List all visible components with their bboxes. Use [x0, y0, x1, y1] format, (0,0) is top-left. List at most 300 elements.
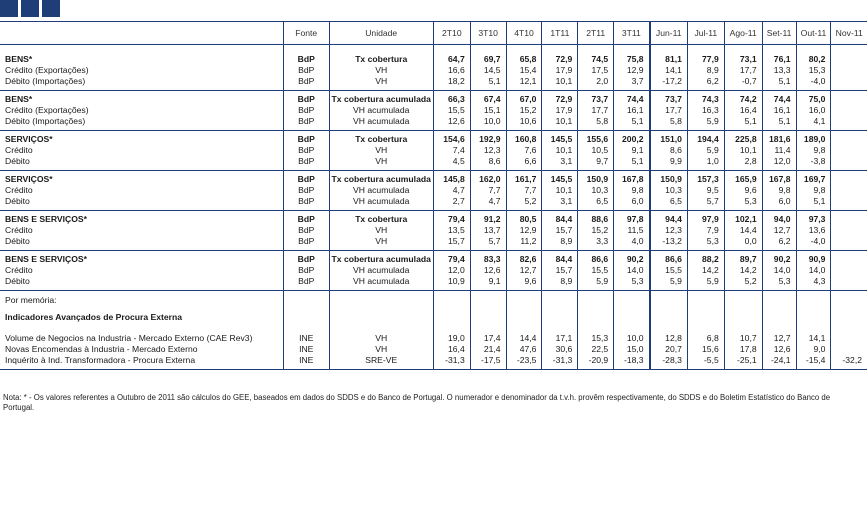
row-value: 9,8	[762, 185, 796, 196]
memo-title: Por memória:	[5, 295, 57, 305]
row-value: 21,4	[470, 344, 506, 355]
row-value: 2,8	[724, 156, 762, 171]
row-value	[831, 91, 867, 106]
row-value: 200,2	[614, 131, 650, 146]
row-value: 5,1	[470, 76, 506, 91]
row-value: 5,1	[762, 76, 796, 91]
row-value: -17,2	[650, 76, 688, 91]
row-value: 16,1	[762, 105, 796, 116]
row-value: 10,1	[542, 185, 578, 196]
row-value: 13,3	[762, 65, 796, 76]
row-value: 15,4	[506, 65, 542, 76]
row-value: 80,2	[796, 51, 831, 65]
row-fonte: BdP	[283, 236, 329, 251]
row-value: 79,4	[433, 211, 470, 226]
row-value: 73,7	[650, 91, 688, 106]
row-value	[831, 51, 867, 65]
row-value: -4,0	[796, 236, 831, 251]
row-value: 5,1	[796, 196, 831, 211]
row-fonte: BdP	[283, 105, 329, 116]
row-value: -4,0	[796, 76, 831, 91]
row-value: -28,3	[650, 355, 688, 370]
row-value: 8,9	[687, 65, 724, 76]
row-value: 9,6	[506, 276, 542, 291]
row-value: 1,0	[687, 156, 724, 171]
indicators-table	[0, 21, 867, 370]
row-value: 94,0	[762, 211, 796, 226]
row-fonte: BdP	[283, 265, 329, 276]
memo-empty-cell	[614, 291, 650, 308]
memo-empty-cell	[831, 291, 867, 308]
row-value: 12,6	[470, 265, 506, 276]
row-value: 9,8	[796, 145, 831, 156]
row-label: BENS*	[5, 94, 33, 104]
row-value: 90,2	[614, 251, 650, 266]
row-value: 79,4	[433, 251, 470, 266]
row-fonte: BdP	[283, 251, 329, 266]
row-unidade: Tx cobertura	[329, 51, 433, 65]
row-value: 6,8	[687, 333, 724, 344]
row-value: -23,5	[506, 355, 542, 370]
row-value: 14,2	[724, 265, 762, 276]
table-row	[0, 156, 867, 171]
row-unidade: VH acumulada	[329, 265, 433, 276]
row-value: 5,2	[506, 196, 542, 211]
row-value: 14,1	[796, 333, 831, 344]
row-label: Débito	[0, 276, 283, 291]
row-unidade: VH	[329, 145, 433, 156]
row-label: SERVIÇOS*	[5, 134, 53, 144]
row-value: 16,1	[614, 105, 650, 116]
row-value: 4,3	[796, 276, 831, 291]
row-value: 13,6	[796, 225, 831, 236]
row-value: 12,3	[470, 145, 506, 156]
row-value: 169,7	[796, 171, 831, 186]
row-value: 10,1	[724, 145, 762, 156]
memo-empty-cell	[470, 307, 506, 327]
row-value	[831, 265, 867, 276]
row-value: 74,4	[614, 91, 650, 106]
row-value: 13,5	[433, 225, 470, 236]
table-row	[0, 171, 867, 186]
row-value: 15,5	[650, 265, 688, 276]
row-value: 4,7	[470, 196, 506, 211]
row-value: 5,7	[470, 236, 506, 251]
row-value: -31,3	[542, 355, 578, 370]
row-unidade: VH acumulada	[329, 276, 433, 291]
row-value: 6,2	[762, 236, 796, 251]
header-period: Nov-11	[831, 22, 867, 45]
row-value: -5,5	[687, 355, 724, 370]
row-value: -0,7	[724, 76, 762, 91]
row-value: 14,4	[724, 225, 762, 236]
header-row	[0, 22, 867, 45]
table-row	[0, 76, 867, 91]
row-value: 17,7	[724, 65, 762, 76]
row-value: 22,5	[578, 344, 614, 355]
row-value: 102,1	[724, 211, 762, 226]
row-label: Débito (Importações)	[0, 76, 283, 91]
row-value: 14,1	[650, 65, 688, 76]
row-value: 10,9	[433, 276, 470, 291]
table-row	[0, 145, 867, 156]
row-value: 19,0	[433, 333, 470, 344]
header-period: Out-11	[796, 22, 831, 45]
table-row	[0, 355, 867, 370]
row-value: 9,0	[796, 344, 831, 355]
row-value: 154,6	[433, 131, 470, 146]
row-value: 9,1	[470, 276, 506, 291]
row-value: 14,4	[506, 333, 542, 344]
row-value: 150,9	[650, 171, 688, 186]
row-value: 80,5	[506, 211, 542, 226]
row-value: 145,8	[433, 171, 470, 186]
memo-empty-cell	[650, 307, 688, 327]
row-value: 65,8	[506, 51, 542, 65]
row-value: 17,8	[724, 344, 762, 355]
row-value: 15,3	[796, 65, 831, 76]
row-value	[831, 344, 867, 355]
row-label: Débito	[0, 196, 283, 211]
row-value: 6,2	[687, 76, 724, 91]
table-row	[0, 333, 867, 344]
row-value: 5,3	[762, 276, 796, 291]
header-fonte: Fonte	[283, 22, 329, 45]
header-period: 3T10	[470, 22, 506, 45]
row-value: 12,6	[433, 116, 470, 131]
row-value: -32,2	[831, 355, 867, 370]
row-unidade: Tx cobertura	[329, 211, 433, 226]
row-value: 145,5	[542, 131, 578, 146]
row-value: 73,1	[724, 51, 762, 65]
row-value	[831, 276, 867, 291]
row-value	[831, 225, 867, 236]
row-value: 2,0	[578, 76, 614, 91]
row-value: 97,3	[796, 211, 831, 226]
table-row	[0, 265, 867, 276]
row-value: 67,0	[506, 91, 542, 106]
row-value: 74,4	[762, 91, 796, 106]
row-value: -25,1	[724, 355, 762, 370]
row-label: BENS*	[5, 54, 33, 64]
row-value	[831, 65, 867, 76]
row-label: Crédito	[5, 265, 33, 275]
table-row	[0, 196, 867, 211]
row-value: 16,0	[796, 105, 831, 116]
row-unidade: Tx cobertura acumulada	[329, 251, 433, 266]
row-value: 12,7	[762, 225, 796, 236]
row-value: 8,9	[542, 276, 578, 291]
row-value: 5,7	[687, 196, 724, 211]
row-label: BENS E SERVIÇOS*	[5, 214, 87, 224]
row-value: 12,9	[614, 65, 650, 76]
row-value: 67,4	[470, 91, 506, 106]
row-value: 3,1	[542, 196, 578, 211]
row-unidade: VH acumulada	[329, 105, 433, 116]
row-value: 69,7	[470, 51, 506, 65]
row-value: 5,9	[578, 276, 614, 291]
table-row	[0, 116, 867, 131]
row-value	[831, 185, 867, 196]
row-value: 161,7	[506, 171, 542, 186]
row-fonte: BdP	[283, 276, 329, 291]
header-unidade: Unidade	[329, 22, 433, 45]
row-value: 6,5	[650, 196, 688, 211]
memo-empty-cell	[542, 307, 578, 327]
row-label: Débito (Importações)	[0, 116, 283, 131]
table-row	[0, 236, 867, 251]
table-row	[0, 225, 867, 236]
row-value: 10,6	[506, 116, 542, 131]
row-value: 165,9	[724, 171, 762, 186]
row-fonte: BdP	[283, 156, 329, 171]
row-value: 12,9	[506, 225, 542, 236]
row-value: 155,6	[578, 131, 614, 146]
row-fonte: INE	[283, 344, 329, 355]
row-label: Crédito	[5, 145, 33, 155]
row-value: 5,1	[762, 116, 796, 131]
memo-empty-cell	[650, 291, 688, 308]
row-value: 0,0	[724, 236, 762, 251]
top-bar	[0, 0, 60, 18]
row-value: 8,6	[650, 145, 688, 156]
row-unidade: Tx cobertura acumulada	[329, 91, 433, 106]
row-value: 12,3	[650, 225, 688, 236]
row-value: 11,5	[614, 225, 650, 236]
table-row	[0, 91, 867, 106]
row-value: 160,8	[506, 131, 542, 146]
row-value	[831, 333, 867, 344]
row-value: 10,0	[614, 333, 650, 344]
row-value: 145,5	[542, 171, 578, 186]
memo-empty-cell	[283, 307, 329, 327]
row-unidade: SRE-VE	[329, 355, 433, 370]
row-value	[831, 105, 867, 116]
row-value: -18,3	[614, 355, 650, 370]
table-row	[0, 211, 867, 226]
row-value: 14,5	[470, 65, 506, 76]
row-value: 9,6	[724, 185, 762, 196]
row-value: 17,7	[578, 105, 614, 116]
row-value: 17,7	[650, 105, 688, 116]
row-value: 15,0	[614, 344, 650, 355]
memo-empty-cell	[578, 291, 614, 308]
header-period: Set-11	[762, 22, 796, 45]
row-label: Novas Encomendas à Industria - Mercado Externo	[5, 344, 198, 354]
row-fonte: BdP	[283, 65, 329, 76]
memo-empty-cell	[470, 291, 506, 308]
row-unidade: Tx cobertura	[329, 131, 433, 146]
row-value: 90,9	[796, 251, 831, 266]
header-period: 1T11	[542, 22, 578, 45]
row-value: 12,7	[762, 333, 796, 344]
row-value: 84,4	[542, 211, 578, 226]
row-value: 9,9	[650, 156, 688, 171]
row-value: 162,0	[470, 171, 506, 186]
row-fonte: BdP	[283, 76, 329, 91]
row-value: 5,1	[614, 156, 650, 171]
row-value: 181,6	[762, 131, 796, 146]
row-value: 16,4	[433, 344, 470, 355]
row-value	[831, 236, 867, 251]
row-unidade: VH	[329, 344, 433, 355]
row-value: 157,3	[687, 171, 724, 186]
memo-empty-cell	[433, 291, 470, 308]
row-value: -31,3	[433, 355, 470, 370]
table-row	[0, 105, 867, 116]
memo-title-row	[0, 291, 867, 308]
row-value	[831, 211, 867, 226]
memo-empty-cell	[506, 307, 542, 327]
row-value: 192,9	[470, 131, 506, 146]
row-label: Débito	[0, 156, 283, 171]
memo-empty-cell	[831, 307, 867, 327]
row-value: 17,9	[542, 105, 578, 116]
memo-empty-cell	[433, 307, 470, 327]
row-value: 5,1	[614, 116, 650, 131]
row-value: 6,5	[578, 196, 614, 211]
row-value: 7,9	[687, 225, 724, 236]
memo-empty-cell	[329, 307, 433, 327]
memo-subtitle-row	[0, 307, 867, 327]
memo-empty-cell	[762, 291, 796, 308]
row-value: 88,2	[687, 251, 724, 266]
row-unidade: VH acumulada	[329, 116, 433, 131]
row-value: 9,8	[796, 185, 831, 196]
row-value: 88,6	[578, 211, 614, 226]
row-value: 9,1	[614, 145, 650, 156]
row-value: 4,0	[614, 236, 650, 251]
row-value: 86,6	[578, 251, 614, 266]
table-row	[0, 131, 867, 146]
footnote: Nota: * - Os valores referentes a Outubro de 2011 são cálculos do GEE, baseados em dados do SDDS e do Banco de Portugal. O numerador e denominador da t.v.h. provêm respectivamente, do SDDS e do Boletim Estatístico do Banco de Portugal.	[3, 393, 831, 412]
row-value: -24,1	[762, 355, 796, 370]
row-value	[831, 116, 867, 131]
row-value: 94,4	[650, 211, 688, 226]
row-label: Crédito (Exportações)	[5, 105, 89, 115]
memo-empty-cell	[578, 307, 614, 327]
row-value: 3,1	[542, 156, 578, 171]
row-value: 12,0	[433, 265, 470, 276]
row-label: Débito	[0, 236, 283, 251]
row-value: 8,9	[542, 236, 578, 251]
row-value: 75,8	[614, 51, 650, 65]
row-label: Volume de Negocios na Industria - Mercado Externo (CAE Rev3)	[5, 333, 253, 343]
row-value: 91,2	[470, 211, 506, 226]
row-value: 10,1	[542, 145, 578, 156]
row-value: 225,8	[724, 131, 762, 146]
row-value: 14,0	[796, 265, 831, 276]
row-fonte: BdP	[283, 131, 329, 146]
row-value: 12,7	[506, 265, 542, 276]
row-value: 150,9	[578, 171, 614, 186]
row-value: -17,5	[470, 355, 506, 370]
row-value	[831, 76, 867, 91]
row-value: 6,0	[614, 196, 650, 211]
row-value: 72,9	[542, 91, 578, 106]
row-value: 9,8	[614, 185, 650, 196]
row-fonte: BdP	[283, 211, 329, 226]
header-label-cell	[0, 22, 283, 45]
row-value: 97,8	[614, 211, 650, 226]
row-value: 84,4	[542, 251, 578, 266]
header-period: 4T10	[506, 22, 542, 45]
header-block-3	[42, 0, 60, 17]
row-value: 17,9	[542, 65, 578, 76]
memo-empty-cell	[687, 291, 724, 308]
table-row	[0, 276, 867, 291]
memo-empty-cell	[506, 291, 542, 308]
row-value: 9,7	[578, 156, 614, 171]
row-value: 12,6	[762, 344, 796, 355]
row-value: 5,9	[687, 145, 724, 156]
row-fonte: INE	[283, 355, 329, 370]
row-label: Crédito	[5, 225, 33, 235]
row-value: 3,7	[614, 76, 650, 91]
row-value: 13,7	[470, 225, 506, 236]
row-value: -15,4	[796, 355, 831, 370]
row-value	[831, 196, 867, 211]
row-value: 17,1	[542, 333, 578, 344]
row-value: 5,3	[614, 276, 650, 291]
row-value: 14,0	[614, 265, 650, 276]
row-value: 17,4	[470, 333, 506, 344]
row-value: 189,0	[796, 131, 831, 146]
row-fonte: BdP	[283, 225, 329, 236]
row-value: 8,6	[470, 156, 506, 171]
row-value: 82,6	[506, 251, 542, 266]
row-value: 10,5	[578, 145, 614, 156]
row-value: 11,2	[506, 236, 542, 251]
row-value: 18,2	[433, 76, 470, 91]
row-value: 12,1	[506, 76, 542, 91]
row-value: 15,3	[578, 333, 614, 344]
table-row	[0, 65, 867, 76]
row-unidade: VH	[329, 333, 433, 344]
row-value: 5,9	[650, 276, 688, 291]
row-value: 14,0	[762, 265, 796, 276]
row-value: 4,1	[796, 116, 831, 131]
row-label: Crédito	[5, 185, 33, 195]
row-value: 5,3	[724, 196, 762, 211]
row-fonte: BdP	[283, 185, 329, 196]
row-unidade: Tx cobertura acumulada	[329, 171, 433, 186]
row-value: 10,1	[542, 76, 578, 91]
memo-subtitle: Indicadores Avançados de Procura Externa	[5, 311, 183, 322]
row-value: 167,8	[762, 171, 796, 186]
table-row	[0, 251, 867, 266]
row-value: 14,2	[687, 265, 724, 276]
table-row	[0, 51, 867, 65]
row-value: -20,9	[578, 355, 614, 370]
row-value: 10,1	[542, 116, 578, 131]
row-value: 10,7	[724, 333, 762, 344]
row-value: 194,4	[687, 131, 724, 146]
row-value	[831, 131, 867, 146]
memo-empty-cell	[283, 291, 329, 308]
row-value: 77,9	[687, 51, 724, 65]
row-value: 89,7	[724, 251, 762, 266]
header-period: Jun-11	[650, 22, 688, 45]
row-value: 30,6	[542, 344, 578, 355]
row-value	[831, 251, 867, 266]
row-value: 10,3	[578, 185, 614, 196]
row-value: 90,2	[762, 251, 796, 266]
row-value: 12,0	[762, 156, 796, 171]
table-row	[0, 344, 867, 355]
row-value	[831, 145, 867, 156]
row-value: 5,9	[687, 276, 724, 291]
